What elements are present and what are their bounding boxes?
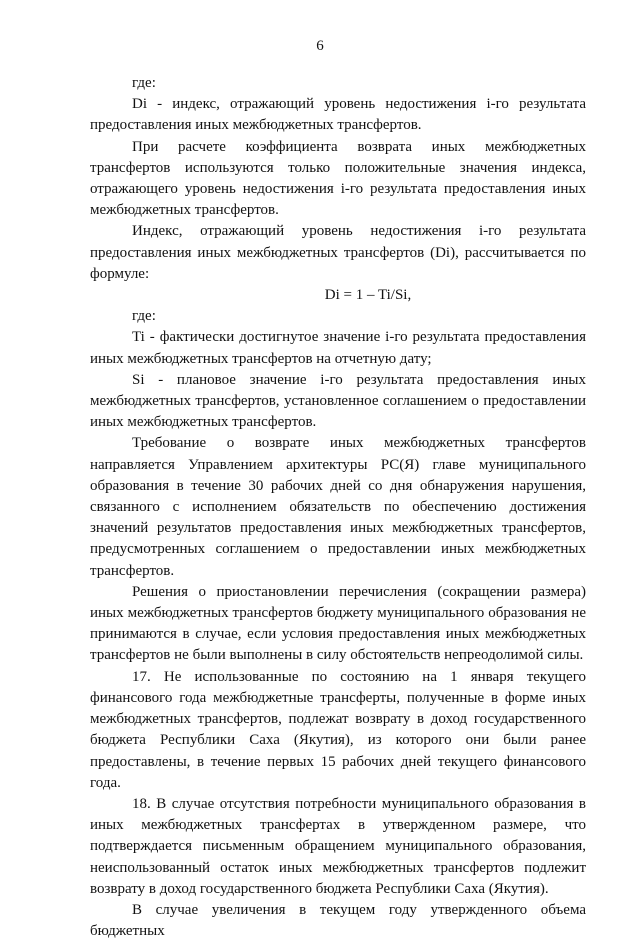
- paragraph-increase-case: В случае увеличения в текущем году утвержденного объема бюджетных: [90, 901, 586, 940]
- paragraph-ti-definition: Ti - фактически достигнутое значение i-го результата предоставления иных межбюджетных трансфертов на отчетную дату;: [90, 329, 586, 367]
- paragraph-return-requirement: Требование о возврате иных межбюджетных трансфертов направляется Управлением архитектуры РС(Я) главе муниципального образования в течение 30 рабочих дней со дня обнаружения нарушения, связанного с исполнением обязательств по обеспечению достижения значений результатов предоставления иных межбюджетных трансфертов, предусмотренных соглашением о предоставлении иных межбюджетных трансфертов.: [90, 435, 586, 579]
- page-number: 6: [316, 38, 324, 54]
- paragraph-di-definition: Di - индекс, отражающий уровень недостижения i-го результата предоставления иных межбюджетных трансфертов.: [90, 96, 586, 134]
- paragraph-clause-18: 18. В случае отсутствия потребности муниципального образования в иных межбюджетных трансфертах в утвержденном размере, что подтверждается письменным обращением муниципального образования, неиспользованный остаток иных межбюджетных трансфертов подлежит возврату в доход государственного бюджета Республики Саха (Якутия).: [90, 795, 586, 897]
- paragraph-force-majeure: Решения о приостановлении перечисления (сокращении размера) иных межбюджетных трансфертов бюджету муниципального образования не принимаются в случае, если условия предоставления иных межбюджетных трансфертов не были выполнены в силу обстоятельств непреодолимой силы.: [90, 583, 586, 664]
- paragraph-where-1: где:: [132, 75, 156, 91]
- formula: Di = 1 – Ti/Si,: [324, 287, 412, 304]
- paragraph-where-2: где:: [132, 308, 156, 325]
- paragraph-positive-values: При расчете коэффициента возврата иных межбюджетных трансфертов используются только положительные значения индекса, отражающего уровень недостижения i-го результата предоставления иных межбюджетных трансфертов.: [90, 138, 586, 219]
- document-body: [90, 73, 586, 942]
- paragraph-si-definition: Si - плановое значение i-го результата предоставления иных межбюджетных трансфертов, установленное соглашением о предоставлении иных межбюджетных трансфертов.: [90, 371, 586, 431]
- paragraph-clause-17: 17. Не использованные по состоянию на 1 января текущего финансового года межбюджетные трансферты, полученные в форме иных межбюджетных трансфертов, подлежат возврату в доход государственного бюджета Республики Саха (Якутия), из которого они были ранее предоставлены, в течение первых 15 рабочих дней текущего финансового года.: [90, 668, 586, 791]
- paragraph-index-formula-intro: Индекс, отражающий уровень недостижения i-го результата предоставления иных межбюджетных трансфертов (Di), рассчитывается по формуле:: [90, 223, 586, 282]
